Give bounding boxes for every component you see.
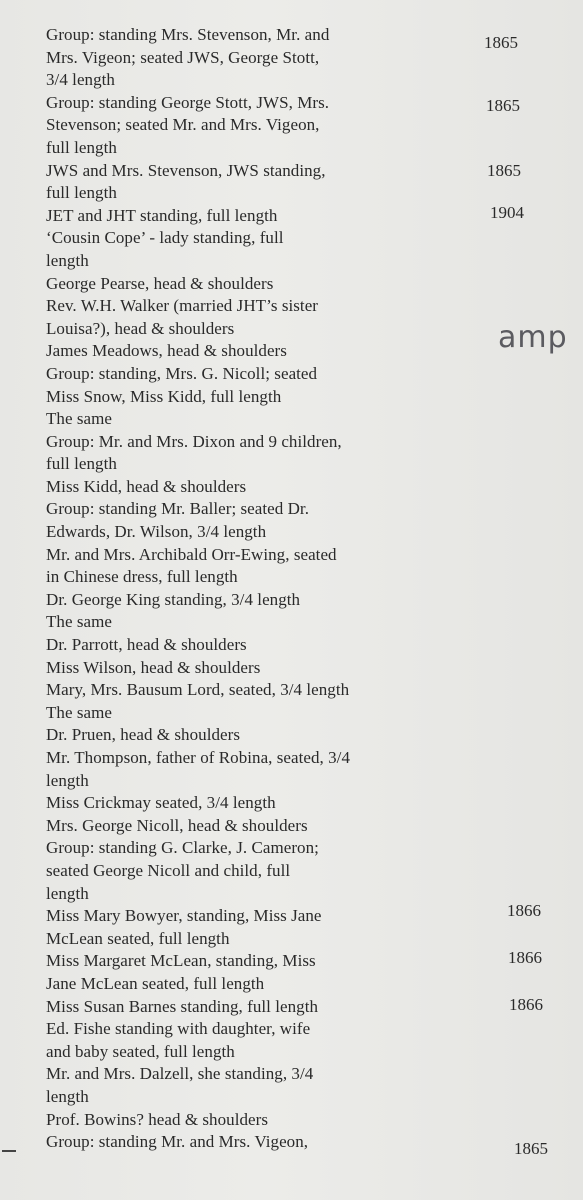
entry-line: Dr. Parrott, head & shoulders — [46, 635, 247, 655]
entry-line: 3/4 length — [46, 70, 115, 90]
entry-line: James Meadows, head & shoulders — [46, 341, 287, 361]
entry-line: The same — [46, 409, 113, 429]
entry-line: Group: standing, Mrs. G. Nicoll; seated — [46, 363, 318, 383]
entry-line: Group: standing Mrs. Stevenson, Mr. and — [46, 25, 330, 44]
pencil-tick-mark — [2, 1150, 16, 1152]
entry-line: Miss Mary Bowyer, standing, Miss Jane — [46, 906, 322, 926]
entry-line: length — [46, 250, 89, 270]
year-label: 1865 — [514, 1139, 548, 1158]
entry-line: Rev. W.H. Walker (married JHT’s sister — [46, 296, 319, 316]
entry-line: Dr. Pruen, head & shoulders — [46, 725, 240, 745]
entry-line: Dr. George King standing, 3/4 length — [46, 589, 301, 609]
entry-line: Louisa?), head & shoulders — [46, 318, 235, 338]
entry-line: and baby seated, full length — [46, 1041, 235, 1061]
entry-line: McLean seated, full length — [46, 928, 230, 948]
entry-line: seated George Nicoll and child, full — [46, 860, 291, 880]
entry-line: George Pearse, head & shoulders — [46, 273, 274, 293]
entry-line: Miss Susan Barnes standing, full length — [46, 996, 319, 1016]
entry-list — [46, 24, 418, 1154]
entry-line: ‘Cousin Cope’ - lady standing, full — [46, 228, 284, 248]
handwritten-note: amp — [498, 320, 568, 355]
entry-line: Mr. Thompson, father of Robina, seated, 3/4 — [46, 748, 351, 767]
entry-line: JET and JHT standing, full length — [46, 205, 278, 225]
entry-line: Miss Wilson, head & shoulders — [46, 657, 261, 677]
entry-line: Group: standing Mr. and Mrs. Vigeon, — [46, 1132, 309, 1152]
entry-line: Miss Snow, Miss Kidd, full length — [46, 386, 282, 406]
entry-line: The same — [46, 702, 113, 722]
entry-line: The same — [46, 612, 113, 632]
entry-line: full length — [46, 137, 117, 157]
entry-line: length — [46, 1086, 89, 1106]
entry-line: Prof. Bowins? head & shoulders — [46, 1109, 269, 1129]
entry-line: Mary, Mrs. Bausum Lord, seated, 3/4 length — [46, 680, 350, 700]
entry-line: in Chinese dress, full length — [46, 567, 238, 587]
entry-line: JWS and Mrs. Stevenson, JWS standing, — [46, 160, 326, 180]
entry-line: Mr. and Mrs. Dalzell, she standing, 3/4 — [46, 1064, 314, 1084]
year-label: 1866 — [508, 948, 542, 967]
entry-line: Mrs. Vigeon; seated JWS, George Stott, — [46, 47, 320, 67]
year-label: 1865 — [487, 161, 521, 180]
entry-line: Miss Kidd, head & shoulders — [46, 476, 247, 496]
year-label: 1866 — [507, 901, 541, 920]
year-label: 1865 — [486, 96, 520, 115]
year-label: 1866 — [509, 995, 543, 1014]
entry-line: Jane McLean seated, full length — [46, 973, 265, 993]
entry-line: length — [46, 883, 89, 903]
year-label: 1865 — [484, 33, 518, 52]
entry-line: Group: Mr. and Mrs. Dixon and 9 children, — [46, 431, 342, 451]
entry-line: Mrs. George Nicoll, head & shoulders — [46, 815, 308, 835]
entry-line: full length — [46, 183, 117, 203]
entry-line: Mr. and Mrs. Archibald Orr-Ewing, seated — [46, 544, 337, 564]
entry-line: Ed. Fishe standing with daughter, wife — [46, 1019, 311, 1039]
entry-line: full length — [46, 454, 117, 474]
entry-line: length — [46, 770, 89, 790]
entry-line: Group: standing George Stott, JWS, Mrs. — [46, 92, 330, 112]
entry-line: Stevenson; seated Mr. and Mrs. Vigeon, — [46, 115, 320, 135]
entry-line: Miss Crickmay seated, 3/4 length — [46, 793, 276, 813]
entry-line: Group: standing G. Clarke, J. Cameron; — [46, 838, 319, 858]
entry-line: Miss Margaret McLean, standing, Miss — [46, 951, 316, 971]
entry-line: Group: standing Mr. Baller; seated Dr. — [46, 499, 309, 519]
entry-line: Edwards, Dr. Wilson, 3/4 length — [46, 522, 267, 542]
year-label: 1904 — [490, 203, 524, 222]
